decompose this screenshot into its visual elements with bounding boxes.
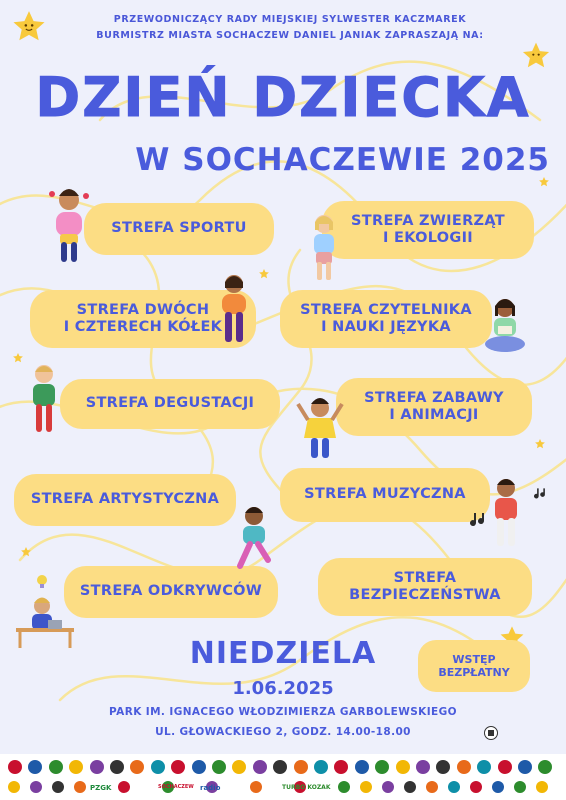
sponsor-logo xyxy=(518,760,532,774)
sponsor-label: radio xyxy=(200,784,221,792)
sponsor-logo xyxy=(314,760,328,774)
sponsor-logo xyxy=(253,760,267,774)
sponsor-logo xyxy=(492,781,504,793)
star-icon xyxy=(258,268,270,280)
zone-discovery: STREFA ODKRYWCÓW xyxy=(64,566,278,618)
sponsor-logo xyxy=(536,781,548,793)
sponsors-strip xyxy=(0,754,566,800)
sponsor-logo xyxy=(74,781,86,793)
child-figure-icon xyxy=(46,186,92,268)
page-title: DZIEŃ DZIECKA xyxy=(35,66,531,129)
sponsor-logo xyxy=(171,760,185,774)
sponsor-label: PZGK xyxy=(90,784,112,792)
bulb-icon xyxy=(36,574,48,590)
sponsor-logo xyxy=(28,760,42,774)
sponsor-logo xyxy=(538,760,552,774)
zone-animals-ecology: STREFA ZWIERZĄT I EKOLOGII xyxy=(322,201,534,259)
sponsor-label: TURBO KOZAK xyxy=(282,784,331,791)
sponsor-logo xyxy=(151,760,165,774)
sponsor-logo xyxy=(477,760,491,774)
star-icon xyxy=(20,546,32,558)
star-icon xyxy=(12,352,24,364)
organizer-line-2: BURMISTRZ MIASTA SOCHACZEW DANIEL JANIAK ZAPRASZAJĄ NA: xyxy=(96,30,484,41)
sponsor-logo xyxy=(514,781,526,793)
sponsor-logo xyxy=(334,760,348,774)
zone-sport: STREFA SPORTU xyxy=(84,203,274,255)
sponsor-logo xyxy=(404,781,416,793)
page-subtitle: W SOCHACZEWIE 2025 xyxy=(135,142,550,178)
zone-reader-language: STREFA CZYTELNIKA I NAUKI JĘZYKA xyxy=(280,290,492,348)
sponsor-logo xyxy=(457,760,471,774)
event-address: UL. GŁOWACKIEGO 2, GODZ. 14.00-18.00 xyxy=(155,726,411,738)
sponsor-logo xyxy=(426,781,438,793)
organizer-line-1: PRZEWODNICZĄCY RADY MIEJSKIEJ SYLWESTER KACZMAREK xyxy=(113,14,467,25)
sponsor-logo xyxy=(192,760,206,774)
sponsor-label: SOCHACZEW xyxy=(158,784,194,790)
sponsor-logo xyxy=(250,781,262,793)
sponsor-logo xyxy=(130,760,144,774)
star-icon xyxy=(534,438,546,450)
music-note-icon xyxy=(470,510,488,528)
sponsor-logo xyxy=(375,760,389,774)
music-note-icon xyxy=(534,486,548,500)
sponsor-logo xyxy=(470,781,482,793)
sponsor-logo xyxy=(212,760,226,774)
event-date: 1.06.2025 xyxy=(232,678,334,699)
zone-safety: STREFA BEZPIECZEŃSTWA xyxy=(318,558,532,616)
sponsor-logo xyxy=(30,781,42,793)
sponsor-logo xyxy=(416,760,430,774)
event-day: NIEDZIELA xyxy=(189,636,377,671)
sponsor-logo xyxy=(273,760,287,774)
dancing-child-icon xyxy=(294,396,346,466)
sponsor-logo xyxy=(8,781,20,793)
sponsor-logo xyxy=(338,781,350,793)
free-entry-badge: WSTĘP BEZPŁATNY xyxy=(418,640,530,692)
qr-code-icon xyxy=(484,726,498,740)
sponsor-logo xyxy=(8,760,22,774)
zone-art: STREFA ARTYSTYCZNA xyxy=(14,474,236,526)
sponsor-logo xyxy=(232,760,246,774)
sponsor-logo xyxy=(52,781,64,793)
sponsor-logo xyxy=(448,781,460,793)
zone-music: STREFA MUZYCZNA xyxy=(280,468,490,522)
sponsor-logo xyxy=(294,760,308,774)
sponsor-logo xyxy=(498,760,512,774)
sponsor-logo xyxy=(69,760,83,774)
event-place: PARK IM. IGNACEGO WŁODZIMIERZA GARBOLEWSKIEGO xyxy=(109,706,457,718)
star-icon xyxy=(10,8,48,46)
zone-two-four-wheels: STREFA DWÓCH I CZTERECH KÓŁEK xyxy=(30,290,256,348)
zone-fun-animation: STREFA ZABAWY I ANIMACJI xyxy=(336,378,532,436)
jumping-child-icon xyxy=(232,504,276,576)
child-figure-icon xyxy=(304,212,344,284)
singing-child-icon xyxy=(484,476,528,552)
reading-child-icon xyxy=(482,296,528,358)
sponsor-logo xyxy=(49,760,63,774)
sponsor-logo xyxy=(110,760,124,774)
sponsor-logo xyxy=(382,781,394,793)
sponsor-logo xyxy=(436,760,450,774)
child-figure-icon xyxy=(214,272,254,350)
sponsor-logo xyxy=(355,760,369,774)
zone-tasting: STREFA DEGUSTACJI xyxy=(60,379,280,429)
sponsor-logo xyxy=(396,760,410,774)
sponsor-logo xyxy=(118,781,130,793)
child-figure-icon xyxy=(26,362,62,438)
sponsor-logo xyxy=(90,760,104,774)
sponsor-logo xyxy=(360,781,372,793)
